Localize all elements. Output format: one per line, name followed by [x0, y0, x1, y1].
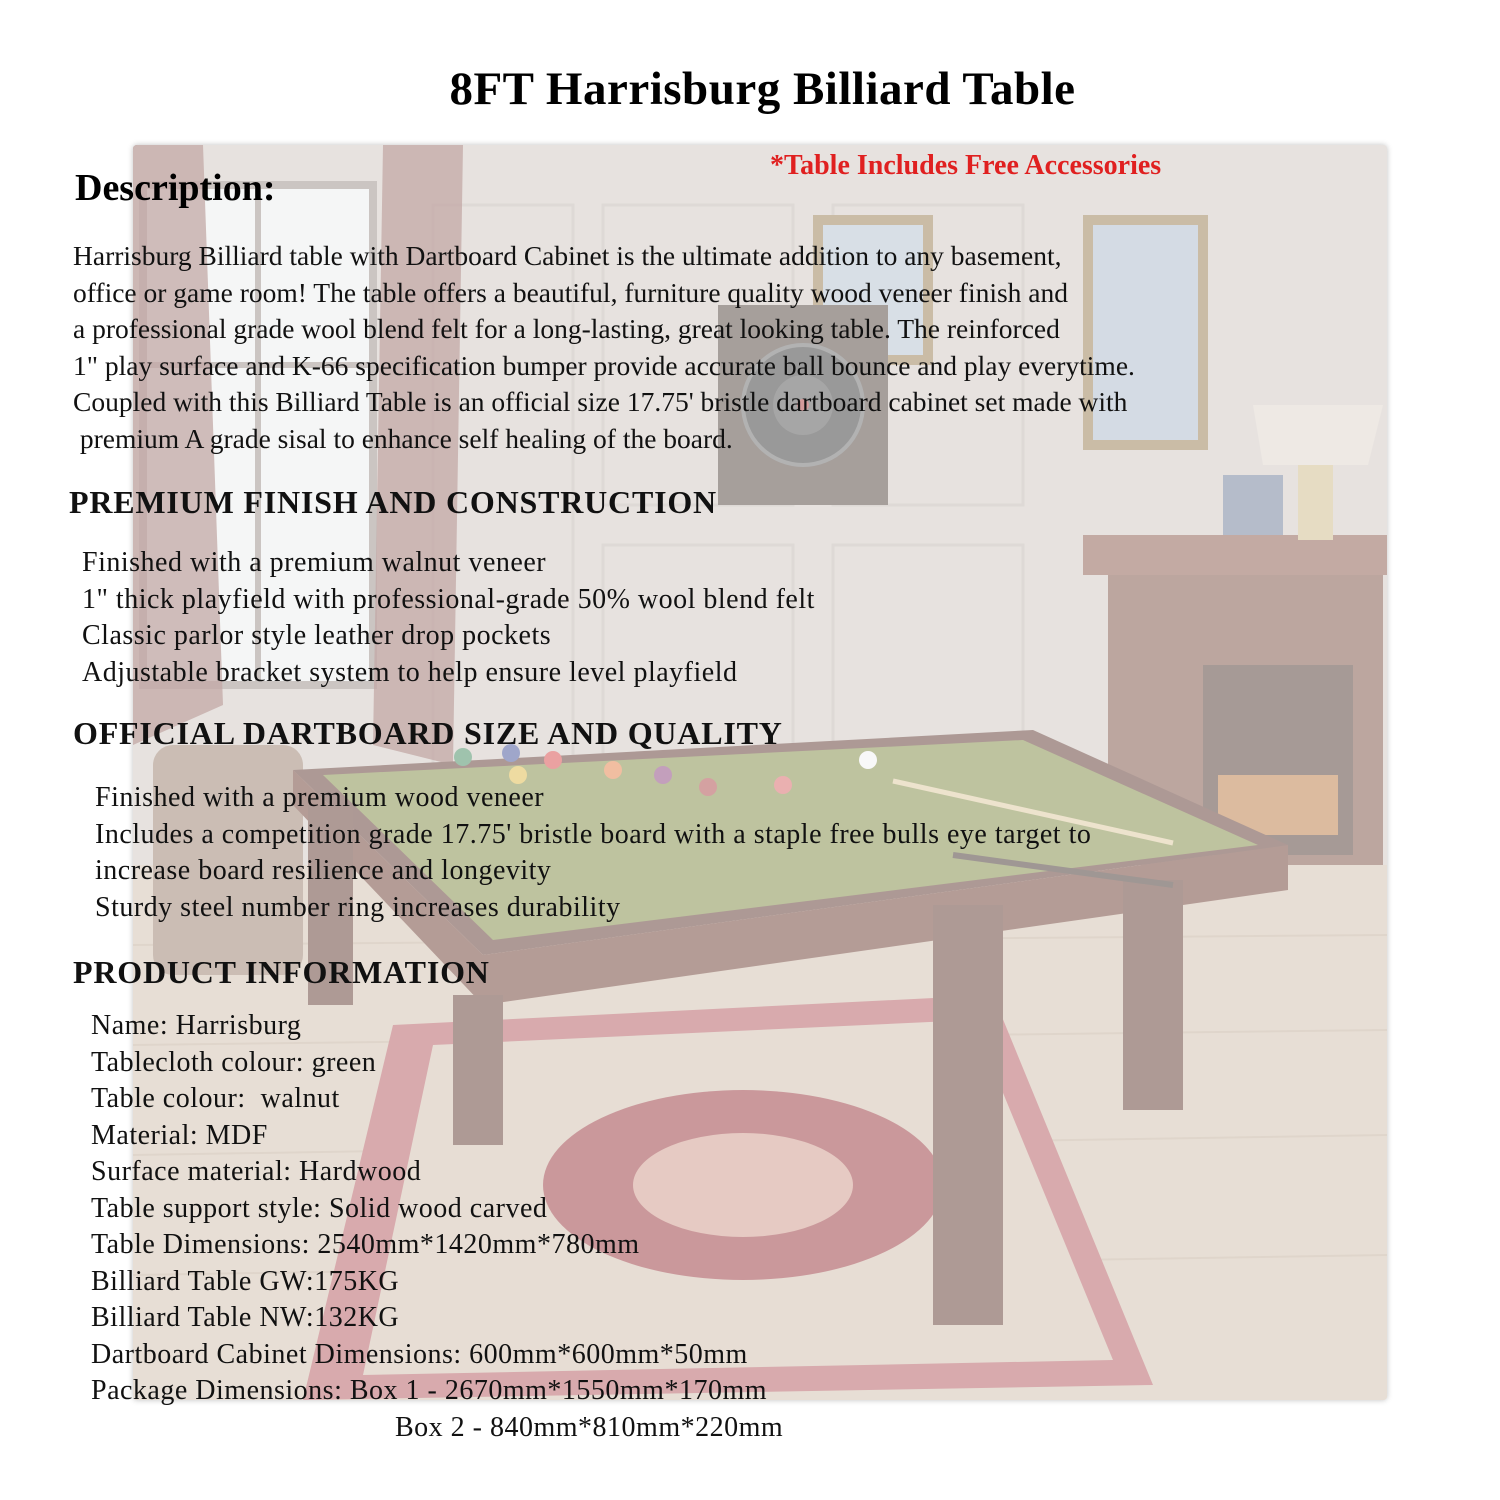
- description-line: premium A grade sisal to enhance self healing of the board.: [73, 422, 733, 454]
- free-accessories-note: *Table Includes Free Accessories: [770, 150, 1162, 181]
- product-heading: PRODUCT INFORMATION: [73, 954, 490, 990]
- list-item: Billiard Table NW:132KG: [91, 1302, 400, 1333]
- description-text: [73, 238, 1373, 457]
- description-line: a professional grade wool blend felt for a long-lasting, great looking table. The reinforced: [73, 313, 1060, 344]
- page-title: 8FT Harrisburg Billiard Table: [449, 63, 1076, 115]
- dartboard-heading: OFFICIAL DARTBOARD SIZE AND QUALITY: [73, 715, 783, 751]
- description-line: Harrisburg Billiard table with Dartboard Cabinet is the ultimate addition to any basement,: [73, 240, 1062, 271]
- description-line: Coupled with this Billiard Table is an official size 17.75' bristle dartboard cabinet set made with: [73, 386, 1128, 417]
- list-item: Includes a competition grade 17.75' bristle board with a staple free bulls eye target to: [95, 818, 1092, 850]
- description-heading: Description:: [75, 167, 276, 209]
- list-item: Tablecloth colour: green: [91, 1046, 377, 1078]
- description-line: 1" play surface and K-66 specification bumper provide accurate ball bounce and play everytime.: [73, 349, 1135, 381]
- list-item: Finished with a premium wood veneer: [95, 782, 545, 813]
- list-item: Billiard Table GW:175KG: [91, 1265, 400, 1297]
- list-item: Package Dimensions: Box 1 - 2670mm*1550mm*170mm: [91, 1375, 768, 1406]
- list-item: Classic parlor style leather drop pockets: [82, 620, 552, 651]
- list-item: Sturdy steel number ring increases durability: [95, 891, 621, 923]
- description-line: office or game room! The table offers a beautiful, furniture quality wood veneer finish and: [73, 276, 1069, 308]
- list-item: 1" thick playfield with professional-grade 50% wool blend felt: [82, 583, 815, 615]
- product-list: [91, 1008, 783, 1446]
- list-item: Table colour: walnut: [91, 1083, 340, 1114]
- list-item: Adjustable bracket system to help ensure level playfield: [82, 656, 738, 688]
- list-item: Dartboard Cabinet Dimensions: 600mm*600mm*50mm: [91, 1338, 748, 1370]
- dartboard-list: [95, 780, 1091, 926]
- list-item: Name: Harrisburg: [91, 1010, 302, 1041]
- premium-heading: PREMIUM FINISH AND CONSTRUCTION: [69, 484, 717, 520]
- list-item: Table support style: Solid wood carved: [91, 1192, 548, 1224]
- list-item: Finished with a premium walnut veneer: [82, 547, 547, 578]
- list-item-box2: Box 2 - 840mm*810mm*220mm: [395, 1411, 784, 1443]
- premium-list: [82, 545, 815, 691]
- list-item: Table Dimensions: 2540mm*1420mm*780mm: [91, 1229, 640, 1260]
- list-item: increase board resilience and longevity: [95, 855, 552, 886]
- list-item: Surface material: Hardwood: [91, 1156, 422, 1187]
- list-item: Material: MDF: [91, 1119, 268, 1151]
